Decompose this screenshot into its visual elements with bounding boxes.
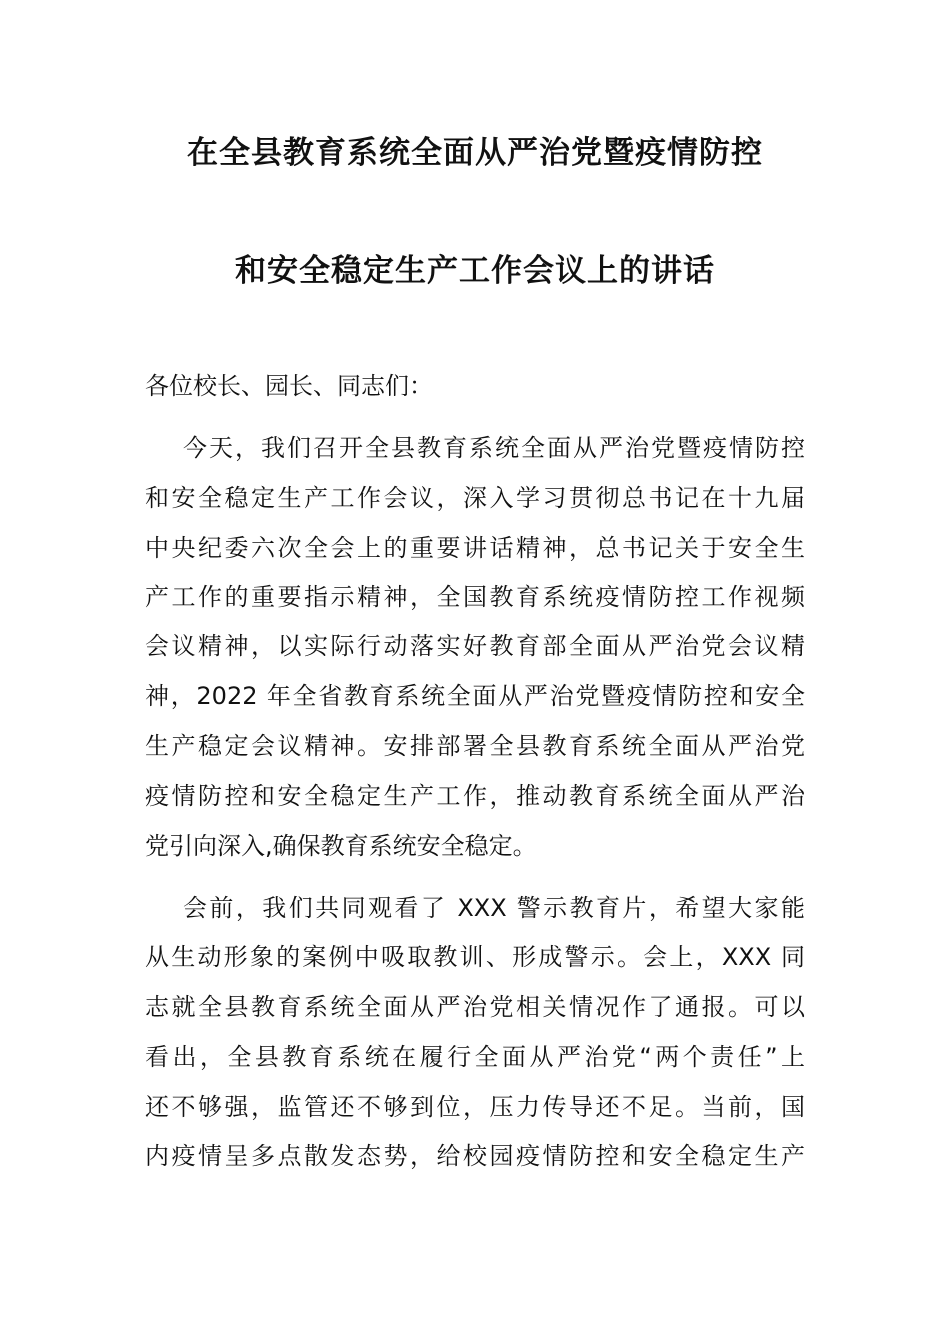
paragraph-1-line-9: 党引向深入,确保教育系统安全稳定。 (145, 832, 537, 860)
paragraph-1-line-6: 神，2022 年全省教育系统全面从严治党暨疫情防控和安全 (145, 682, 805, 710)
paragraph-1-line-7: 生产稳定会议精神。安排部署全县教育系统全面从严治党 (145, 732, 805, 760)
paragraph-1-line-5: 会议精神，以实际行动落实好教育部全面从严治党会议精 (145, 632, 805, 660)
paragraph-1-line-1: 今天，我们召开全县教育系统全面从严治党暨疫情防控 (183, 434, 805, 462)
paragraph-1-line-3: 中央纪委六次全会上的重要讲话精神，总书记关于安全生 (145, 534, 805, 562)
document-title-line-1: 在全县教育系统全面从严治党暨疫情防控 (187, 135, 763, 171)
paragraph-1-line-2: 和安全稳定生产工作会议，深入学习贯彻总书记在十九届 (145, 484, 805, 512)
salutation: 各位校长、园长、同志们： (145, 372, 433, 400)
paragraph-1-line-8: 疫情防控和安全稳定生产工作，推动教育系统全面从严治 (145, 782, 805, 810)
document-title-line-2: 和安全稳定生产工作会议上的讲话 (235, 253, 715, 289)
paragraph-2-line-2: 从生动形象的案例中吸取教训、形成警示。会上，XXX 同 (145, 943, 805, 971)
paragraph-2-line-3: 志就全县教育系统全面从严治党相关情况作了通报。可以 (145, 993, 805, 1021)
paragraph-2-line-4: 看出，全县教育系统在履行全面从严治党“两个责任”上 (145, 1043, 805, 1071)
paragraph-2-line-6: 内疫情呈多点散发态势，给校园疫情防控和安全稳定生产 (145, 1142, 805, 1170)
paragraph-2-line-1: 会前，我们共同观看了 XXX 警示教育片，希望大家能 (183, 894, 805, 922)
paragraph-2-line-5: 还不够强，监管还不够到位，压力传导还不足。当前，国 (145, 1093, 805, 1121)
paragraph-1-line-4: 产工作的重要指示精神，全国教育系统疫情防控工作视频 (145, 583, 805, 611)
